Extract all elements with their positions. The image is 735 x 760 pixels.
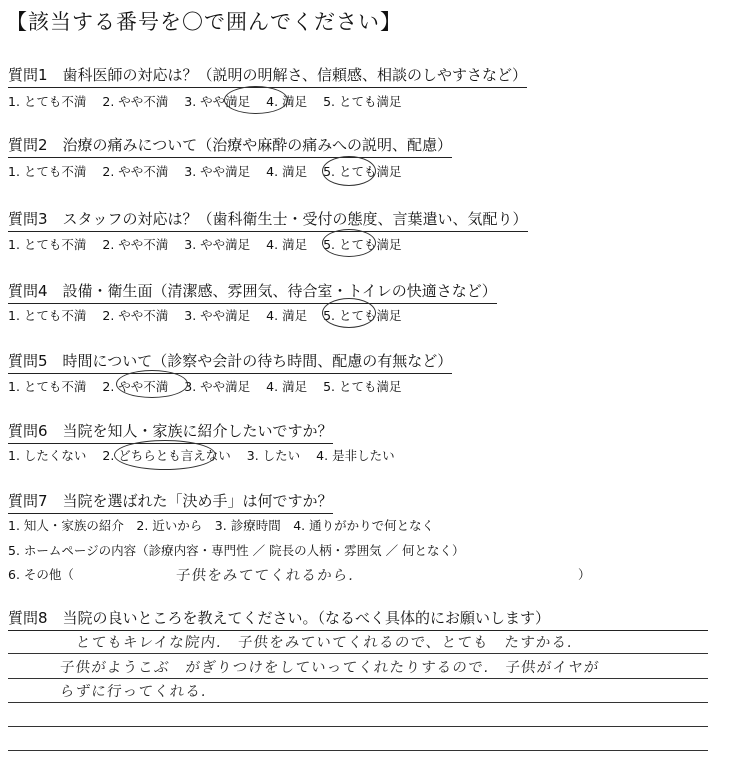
q1-option-5[interactable]: 5. とても満足 [323, 94, 402, 109]
q5-option-3[interactable]: 3. やや満足 [184, 379, 251, 394]
question-3-options [8, 235, 413, 253]
q4-option-2[interactable]: 2. やや不満 [102, 308, 169, 323]
q5-option-2[interactable]: 2. やや不満 [102, 379, 169, 394]
question-5-title: 質問5 時間について（診察や会計の待ち時間、配慮の有無など） [8, 350, 452, 374]
q4-option-5[interactable]: 5. とても満足 [323, 308, 402, 323]
q8-answer-line-1[interactable]: とてもキレイな院内. 子供をみていてくれるので、とても たすかる. [75, 635, 574, 651]
answer-line-2 [8, 653, 708, 654]
q4-option-1[interactable]: 1. とても不満 [8, 308, 87, 323]
question-7-other-close: ） [578, 567, 591, 582]
q2-option-5[interactable]: 5. とても満足 [323, 164, 402, 179]
question-6-title: 質問6 当院を知人・家族に紹介したいですか？ [8, 420, 333, 444]
q4-option-4[interactable]: 4. 満足 [266, 308, 308, 323]
q3-option-2[interactable]: 2. やや不満 [102, 237, 169, 252]
q5-option-5[interactable]: 5. とても満足 [323, 379, 402, 394]
q6-option-2[interactable]: 2. どちらとも言えない [102, 448, 231, 463]
q3-option-3[interactable]: 3. やや満足 [184, 237, 251, 252]
q8-answer-line-2[interactable]: 子供がようこぶ がぎりつけをしていってくれたりするので. 子供がイヤが [59, 660, 601, 676]
instruction-header: 【該当する番号を〇で囲んでください】 [6, 10, 402, 34]
question-8-title: 質問8 当院の良いところを教えてください。（なるべく具体的にお願いします） [8, 609, 551, 627]
q2-option-4[interactable]: 4. 満足 [266, 164, 308, 179]
question-7-title: 質問7 当院を選ばれた「決め手」は何ですか？ [8, 490, 333, 514]
question-4-title: 質問4 設備・衛生面（清潔感、雰囲気、待合室・トイレの快適さなど） [8, 280, 497, 304]
question-7-options-row-2: 5. ホームページの内容（診療内容・専門性 ／ 院長の人柄・雰囲気 ／ 何となく） [8, 543, 465, 558]
q6-option-3[interactable]: 3. したい [246, 448, 301, 463]
q8-answer-line-3[interactable]: らずに行ってくれる. [59, 684, 208, 700]
question-2-options [8, 162, 413, 180]
q3-option-1[interactable]: 1. とても不満 [8, 237, 87, 252]
question-5-options [8, 377, 413, 395]
q4-option-3[interactable]: 3. やや満足 [184, 308, 251, 323]
question-2-title: 質問2 治療の痛みについて（治療や麻酔の痛みへの説明、配慮） [8, 134, 452, 158]
q6-option-1[interactable]: 1. したくない [8, 448, 87, 463]
q1-option-3[interactable]: 3. やや満足 [184, 94, 251, 109]
question-4-options [8, 306, 413, 324]
answer-line-4 [8, 702, 708, 703]
q6-option-4[interactable]: 4. 是非したい [316, 448, 395, 463]
question-1-options [8, 92, 413, 110]
q5-option-1[interactable]: 1. とても不満 [8, 379, 87, 394]
question-7-other-label: 6. その他（ [8, 567, 74, 582]
q5-option-4[interactable]: 4. 満足 [266, 379, 308, 394]
question-7-options-row-1: 1. 知人・家族の紹介 2. 近いから 3. 診療時間 4. 通りがかりで何となく [8, 518, 435, 533]
q2-option-3[interactable]: 3. やや満足 [184, 164, 251, 179]
q1-option-2[interactable]: 2. やや不満 [102, 94, 169, 109]
question-7-other-answer[interactable]: 子供をみててくれるから. [175, 568, 356, 584]
answer-line-5 [8, 726, 708, 727]
q3-option-4[interactable]: 4. 満足 [266, 237, 308, 252]
q2-option-2[interactable]: 2. やや不満 [102, 164, 169, 179]
answer-line-3 [8, 678, 708, 679]
question-3-title: 質問3 スタッフの対応は？（歯科衛生士・受付の態度、言葉遣い、気配り） [8, 208, 528, 232]
question-1-title: 質問1 歯科医師の対応は？（説明の明解さ、信頼感、相談のしやすさなど） [8, 64, 527, 88]
question-6-options [8, 446, 407, 464]
q1-option-4[interactable]: 4. 満足 [266, 94, 308, 109]
q3-option-5[interactable]: 5. とても満足 [323, 237, 402, 252]
q1-option-1[interactable]: 1. とても不満 [8, 94, 87, 109]
q2-option-1[interactable]: 1. とても不満 [8, 164, 87, 179]
answer-line-6 [8, 750, 708, 751]
